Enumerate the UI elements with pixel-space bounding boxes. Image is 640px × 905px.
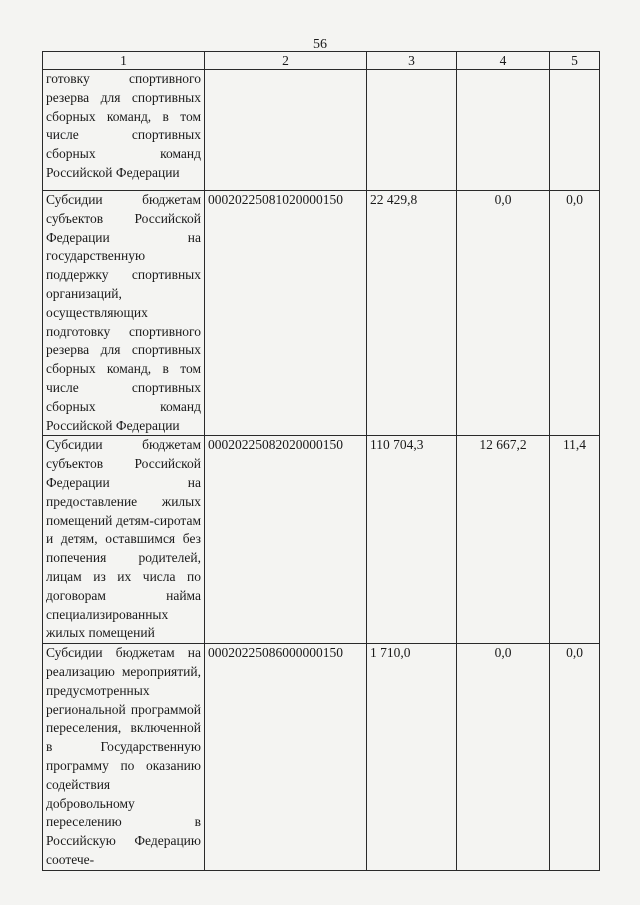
- column-header: 5: [550, 52, 600, 70]
- column-header: 1: [43, 52, 205, 70]
- row-value-col5: 11,4: [550, 436, 600, 644]
- row-description: Субсидии бюджетам субъектов Российской Федерации на предоставление жилых помещений детям-сиротам и детям, оставшимся без попечения родителей, лицам из их числа по договорам найма специализированных жилых помещений: [43, 436, 205, 644]
- column-header: 4: [457, 52, 550, 70]
- row-code: 00020225081020000150: [205, 191, 367, 436]
- row-description: Субсидии бюджетам субъектов Российской Федерации на государственную поддержку спортивных организаций, осуществляющих подготовку спортивного резерва для спортивных сборных команд, в том числе спортивных сборных команд Российской Федерации: [43, 191, 205, 436]
- row-value-col3: 110 704,3: [367, 436, 457, 644]
- row-description: готовку спортивного резерва для спортивных сборных команд, в том числе спортивных сборных команд Российской Федерации: [43, 70, 205, 191]
- row-value-col3: 1 710,0: [367, 644, 457, 871]
- row-value-col4: 0,0: [457, 644, 550, 871]
- row-description: Субсидии бюджетам на реализацию мероприятий, предусмотренных региональной программой переселения, включенной в Государственную программу по оказанию содействия добровольному переселению в Российскую Федерацию соотече-: [43, 644, 205, 871]
- row-code: 00020225086000000150: [205, 644, 367, 871]
- row-value-col3: 22 429,8: [367, 191, 457, 436]
- table-header-row: [43, 52, 600, 70]
- row-value-col4: [457, 70, 550, 191]
- row-code: [205, 70, 367, 191]
- row-value-col4: 12 667,2: [457, 436, 550, 644]
- row-code: 00020225082020000150: [205, 436, 367, 644]
- table-row: [43, 436, 600, 644]
- page-number: 56: [313, 37, 327, 52]
- column-header: 2: [205, 52, 367, 70]
- table-row: [43, 644, 600, 871]
- row-value-col5: 0,0: [550, 644, 600, 871]
- row-value-col5: [550, 70, 600, 191]
- row-value-col5: 0,0: [550, 191, 600, 436]
- table-row: [43, 191, 600, 436]
- table-row: [43, 70, 600, 191]
- row-value-col3: [367, 70, 457, 191]
- row-value-col4: 0,0: [457, 191, 550, 436]
- column-header: 3: [367, 52, 457, 70]
- budget-table: [42, 51, 600, 871]
